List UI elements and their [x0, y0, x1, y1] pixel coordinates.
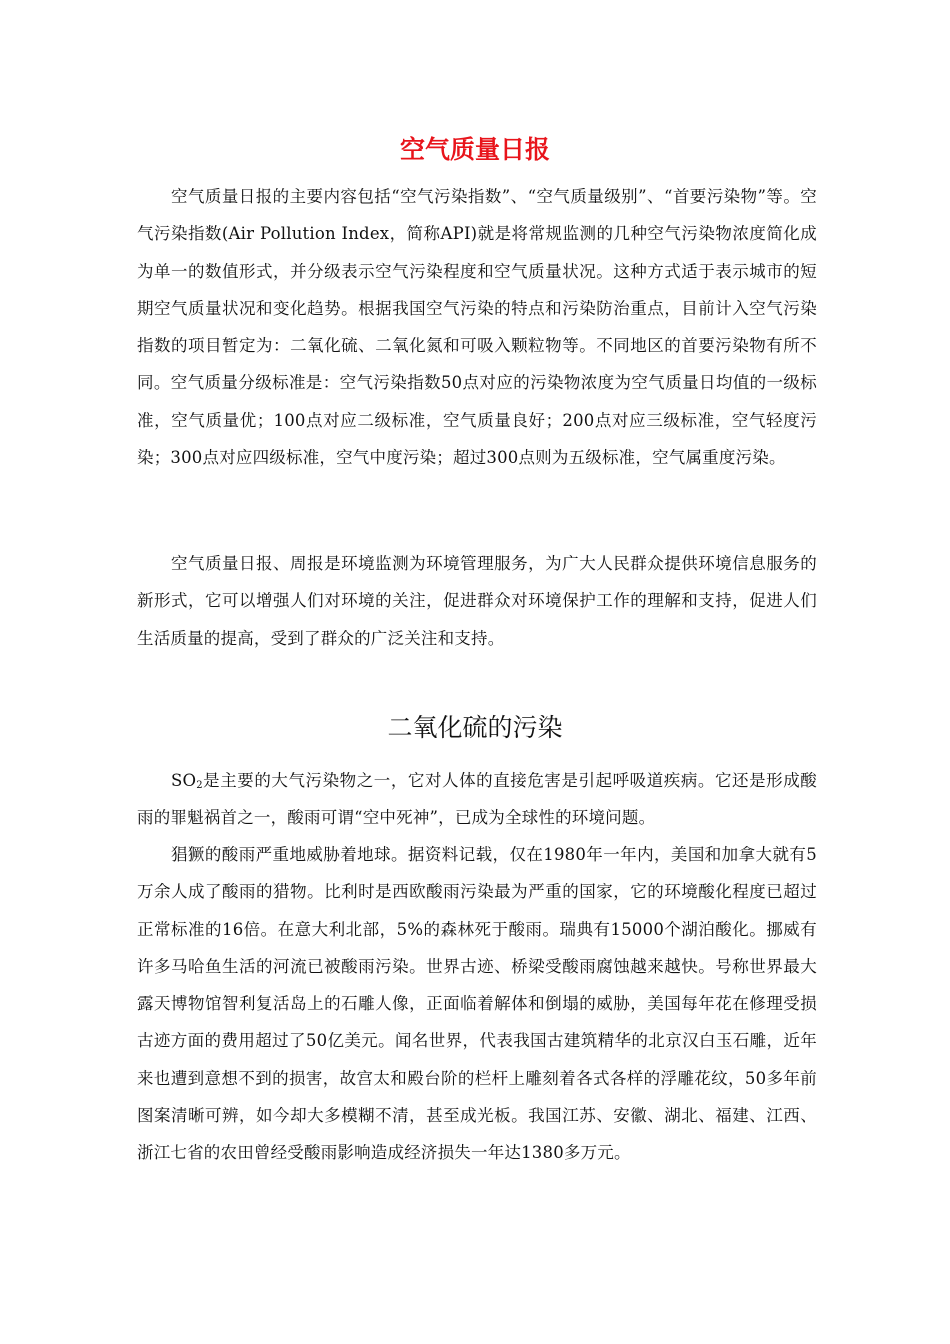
- so2-formula-base: SO: [171, 771, 197, 790]
- so2-intro-text: 是主要的大气污染物之一，它对人体的直接危害是引起呼吸道疾病。它还是形成酸雨的罪魁祸首之一，酸雨可谓“空中死神”，已成为全球性的环境问题。: [137, 771, 817, 828]
- paragraph-daily-weekly-report: 空气质量日报、周报是环境监测为环境管理服务，为广大人民群众提供环境信息服务的新形式，它可以增强人们对环境的关注，促进群众对环境保护工作的理解和支持，促进人们生活质量的提高，受到了群众的广泛关注和支持。: [137, 554, 817, 648]
- section-title-air-quality-daily-report: 空气质量日报: [399, 135, 550, 164]
- paragraph-acid-rain-damage: 猖獗的酸雨严重地威胁着地球。据资料记载，仅在1980年一年内，美国和加拿大就有5万余人成了酸雨的猎物。比利时是西欧酸雨污染最为严重的国家，它的环境酸化程度已超过正常标准的16倍。在意大利北部，5%的森林死于酸雨。瑞典有15000个湖泊酸化。挪威有许多马哈鱼生活的河流已被酸雨污染。世界古迹、桥梁受酸雨腐蚀越来越快。号称世界最大露天博物馆智利复活岛上的石雕人像，正面临着解体和倒塌的威胁，美国每年花在修理受损古迹方面的费用超过了50亿美元。闻名世界，代表我国古建筑精华的北京汉白玉石雕，近年来也遭到意想不到的损害，故宫太和殿台阶的栏杆上雕刻着各式各样的浮雕花纹，50多年前图案清晰可辨，如今却大多模糊不清，甚至成光板。我国江苏、安徽、湖北、福建、江西、浙江七省的农田曾经受酸雨影响造成经济损失一年达1380多万元。: [137, 845, 817, 1163]
- so2-formula-subscript: 2: [196, 780, 203, 791]
- paragraph-air-pollution-index: 空气质量日报的主要内容包括“空气污染指数”、“空气质量级别”、“首要污染物”等。空气污染指数(Air Pollution Index，简称API)就是将常规监测的几种空气污染物浓度简化成为单一的数值形式，并分级表示空气污染程度和空气质量状况。这种方式适于表示城市的短期空气质量状况和变化趋势。根据我国空气污染的特点和污染防治重点，目前计入空气污染指数的项目暂定为：二氧化硫、二氧化氮和可吸入颗粒物等。不同地区的首要污染物有所不同。空气质量分级标准是：空气污染指数50点对应的污染物浓度为空气质量日均值的一级标准，空气质量优；100点对应二级标准，空气质量良好；200点对应三级标准，空气轻度污染；300点对应四级标准，空气中度污染；超过300点则为五级标准，空气属重度污染。: [137, 187, 817, 468]
- section-title-sulfur-dioxide-pollution: 二氧化硫的污染: [387, 713, 563, 742]
- paragraph-so2-intro: [137, 762, 817, 837]
